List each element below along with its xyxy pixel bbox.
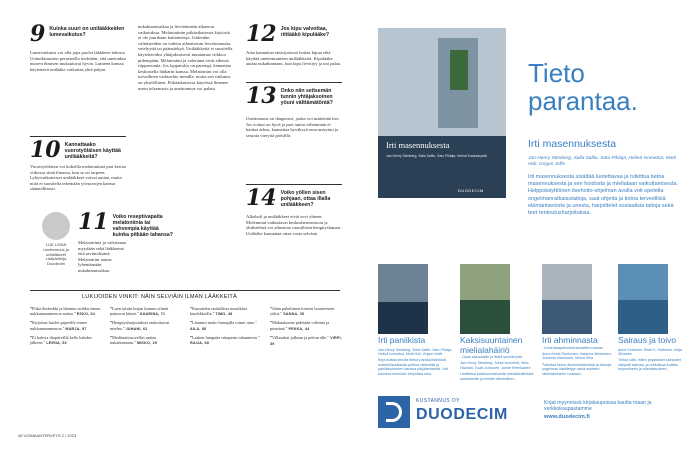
cover-title: Irti masennuksesta (386, 140, 450, 150)
quote-mark: " (270, 334, 273, 340)
quote-mark: " (30, 334, 33, 340)
tip-text: Pitkä iltalenkki ja lämmin suihku ennen nukkumaanmenoa auttaa. (30, 306, 101, 317)
book-desc: Tutkittua tietoa ahmimishäiriöstä ja keinoja ongelman käsittelyyn sekä suhteen rakentamiseen ruokaan. (542, 362, 612, 376)
cover-publisher: DUODECIM (458, 188, 484, 193)
body-column-2: nukahtamisaikaa ja lievittämään aikaeron vaikutuksia. Melatoniinin pitkäaikaisesta käytöstä ei ole juurikaan haittatietoja. Joidenkin valmisteiden on todettu aiheuttavan levottomuutta, vetelyyttä tai päänsärkyä. Unilääkkeitä ei suositella käytettäväksi yhtäjaksoisesti muutamaa viikkoa pidempään. Melatoniini ja valeriana eivät aiheuta riippuvuutta. Jos lopputulos on parempi, kannattaa keskustella lääkärin kanssa. Melatoniini voi olla turvallinen vaihtoehto monille, mutta sen vaikutus on yksilöllinen. Pitkäaikaisessa käytössä ilmenee usein toleranssia ja unettomuus voi palata. (138, 24, 233, 91)
book-thumbnail (618, 264, 668, 334)
tip-source: AILA, 80 (190, 326, 207, 331)
page-footer: 46 VOIMAANTERVEYS 2 / 2023 (18, 433, 77, 438)
tip-item: "Kirjoitan huolet paperille ennen nukkumaanmenoa." MARJA, 57 (30, 320, 87, 331)
tip-text: Hengitysharjoitukset rauhoittavat mielen. (110, 320, 170, 331)
tip-source: TIMO, 48 (215, 312, 233, 317)
answer-13: Unettomuus on diagnoosi, jonka voi määrittää itse. Jos voinut on hyvä ja pari tuntia vähemmän ei haittaa arkea, kannattaa hyväksyä oma unirytmi ja seurata vireyttä päivällä. (246, 116, 340, 138)
book-authors: Jan-Henry Stenberg, Salla Saltio, Satu Pihlaja, Helinä Isometsä, Matti Holi, Grigori Joffe (378, 347, 453, 356)
headline-2: parantaa. (528, 86, 638, 116)
tip-item: "Lämmin maito hunajalla toimii aina." AILA, 80 (190, 320, 257, 331)
book-authors: Anne Kettunen, Matti O. Huttunen, Kaija Siivanen (618, 347, 682, 356)
question-number: 14 (246, 185, 277, 211)
book-desc: Kirja auttaa sinulta tietoa paniikkihäiriöstä, mahdollisuuksista pelkoa vähentää ja paniikkioireiden kanssa pärjäämisestä. Voit tutustua keinoihin helpottaa oloa. (378, 358, 449, 376)
tip-item: "Ei kahvia iltapäivällä kello kahden jälkeen." LEENA, 53 (30, 334, 92, 346)
tip-text: Villasukat jalkaan ja peiton alle. (272, 334, 328, 340)
tip-item: "Lasken lampaita takaperin tuhannesta." RAIJA, 68 (190, 334, 260, 346)
thumb-photo (460, 264, 510, 300)
tip-source: SANNA, 35 (283, 312, 305, 317)
answer-11: Melatoniinia ja valerianaa myydään sekä lääkkeenä että ravintolisänä. Melatoniini auttaa lyhentämään nukahtamisaikaa. (78, 240, 126, 273)
book-subtitle: - Kohti tasapainoista suhdetta ruokaan (542, 345, 604, 350)
right-page (348, 0, 696, 450)
quote-mark: " (30, 320, 33, 326)
question-number: 12 (246, 21, 277, 47)
quote-mark: " (270, 320, 273, 326)
publisher-name: DUODECIM (416, 406, 508, 423)
tip-text: Lämmin maito hunajalla toimii aina. (192, 320, 255, 326)
quote-mark: " (190, 334, 193, 340)
tip-item: "Pitkä iltalenkki ja lämmin suihku ennen nukkumaanmenoa auttaa." ESKO, 64 (30, 306, 101, 317)
tip-source: VIRPI, 39 (270, 335, 342, 347)
quote-mark: " (190, 320, 193, 326)
book-thumbnail (460, 264, 510, 334)
cover-plant (450, 50, 468, 90)
tips-title: LUKIJOIDEN VINKIT: NÄIN SELVIÄIN ILMAN LÄÄKKEITÄ (82, 294, 237, 300)
tip-source: MARJA, 57 (65, 326, 87, 331)
answer-14: Alkoholi ja unilääkkeet eivät sovi yhteen. Molemmat vaikuttavat keskushermostoon ja yhdistelmä voi aiheuttaa vaarallisen hengityslaman. Unilääke kannattaa ottaa vasta selvänä. (246, 214, 342, 236)
book-thumbnail (542, 264, 592, 334)
book-title: Irti ahminnasta (542, 335, 598, 345)
cover-authors: Jan-Henry Stenberg, Salla Saltio, Satu Pihlaja, Helinä Kankaanpää (386, 154, 487, 158)
question-14 (246, 185, 342, 211)
question-title: Onko niin seitsemän tunnin yhtäjaksoinen yöuni välttämätöntä? (280, 88, 333, 106)
tip-source: LEENA, 53 (46, 341, 67, 346)
tip-source: PEKKA, 44 (288, 326, 310, 331)
tip-text: Ei kahvia iltapäivällä kello kahden jälkeen. (30, 334, 92, 346)
question-10 (30, 137, 126, 163)
question-number: 11 (78, 209, 109, 235)
question-number: 9 (30, 21, 46, 47)
read-more-label: LUE LISÄÄ Unettomuus ja unilääkkeet Lääkärikirja Duodecim (43, 242, 69, 267)
answer-10: Vuorotyöläisen voi kokeilla melatoniinia pari kertaa viikossa siinä ilmassa, kun se on tarpeen. Lyhytvaikutteiset unilääkkeet voivat auttaa, mutta niitä ei suositella tekemään yövuorojen kanssa säännöllisesti. (30, 164, 126, 192)
quote-mark: " (190, 306, 193, 311)
question-9 (30, 21, 125, 47)
book-desc: Lisätietoa kaksisuuntaisesta mielialahäiriöstä sairastaville ja heidän läheisilleen. (460, 372, 534, 381)
question-number: 13 (246, 83, 277, 109)
tip-source: JUHANI, 62 (125, 326, 148, 331)
book-title: Sairaus ja toivo (618, 335, 677, 345)
tip-text: Kirjoitan huolet paperille ennen nukkumaanmenoa. (30, 320, 87, 331)
book-card[interactable] (460, 264, 540, 381)
answer-12: Aina kannattaa ensisijaisesti hoitaa kipua eikä käyttää unettomuuteen unilääkkeitä. Kipulääke auttaa nukahtamaan, kun kipu lievittyy ja uni palaa. (246, 50, 342, 67)
tip-text: Lasken lampaita takaperin tuhannesta. (192, 334, 258, 340)
book-thumbnail (378, 264, 428, 334)
feature-title: Irti masennuksesta (528, 138, 617, 150)
book-desc: Tietoa siitä, miten psyykkiset sairaudet näkyvät arjessa, ja rohkaisua luottaa toipumiseen ja tulevaisuuteen. (618, 358, 681, 372)
quote-mark: " (270, 306, 273, 311)
tip-item: "Kuuntelen rauhallista musiikkia kuulokkeilla." TIMO, 48 (190, 306, 247, 317)
tip-item: "Villasukat jalkaan ja peiton alle." VIRPI, 39 (270, 334, 342, 347)
tip-source: MIKKO, 29 (136, 341, 158, 346)
publisher-logo-icon (378, 396, 410, 428)
headline-1: Tieto (528, 58, 585, 88)
d-letter-icon (386, 402, 402, 422)
tip-item: "Hengitysharjoitukset rauhoittavat mielen." JUHANI, 62 (110, 320, 170, 331)
tip-item: "Meditaatiosovellus auttaa nukahtamaan." MIKKO, 29 (110, 334, 158, 346)
book-card[interactable] (542, 264, 614, 376)
tip-text: Makuuhuone pidetään viileänä ja pimeänä. (270, 320, 330, 331)
tip-text: Luen tylsän kirjan kunnes silmät painuvat kiinni. (110, 306, 169, 317)
tip-source: KAARINA, 71 (139, 312, 166, 317)
tip-item: "Luen tylsän kirjan kunnes silmät painuvat kiinni." KAARINA, 71 (110, 306, 169, 317)
quote-mark: " (110, 334, 113, 340)
question-title: Kannattaako vuorotyöläisen käyttää unilääkkeitä? (64, 142, 121, 160)
question-title: Voiko yöllen sisen pohjaan, ottaa illalla unilääkkeen? (280, 190, 331, 208)
magazine-logo (42, 212, 70, 240)
book-authors: Anna Keski-Rahkonen, Katarina Meskanen, Johanna Vanhanen, Noora Siira (542, 351, 612, 361)
shop-url[interactable]: www.duodecim.fi (544, 414, 590, 420)
tip-text: Meditaatiosovellus auttaa nukahtamaan. (110, 334, 157, 346)
thumb-photo (378, 264, 428, 302)
quote-mark: " (110, 306, 113, 311)
quote-mark: " (110, 320, 113, 326)
book-card[interactable] (378, 264, 458, 376)
book-card[interactable] (618, 264, 690, 372)
feature-authors: Jan-Henry Stenberg, Salla Saltio, Satu Pihlaja, Helinä Isometsä, Matti Holi, Grigori Joffe (528, 156, 676, 167)
tips-grid (30, 306, 342, 350)
thumb-photo (618, 264, 668, 300)
answer-9: Lumevaikutus voi olla jopa puolet lääkkeen tehosta. Unitutkimusten perusteella tiedetään, että unetonkin nuoren ihmisen mukautuvat hyvin. Lumeen kanssa käytettävä unilääke vaikuttaa yhtä paljon. (30, 50, 126, 72)
book-authors: Jan-Henry Stenberg, Jukka Isometsä, Nina Haarala, Tuula Juntunen, Janne Reinikainen (460, 361, 531, 370)
question-title: Jos kipu valvottaa, riittääkö kipulääke? (280, 26, 330, 38)
book-subtitle: - Opas sairaudelle ja lisätä ymmärrystä (460, 355, 523, 359)
feature-text: Irti masennuksesta sisältää luotettavaa ja tutkittua tietoa masennuksesta ja sen hoidosta ja mielialaan vaikuttamisesta. Helppokäyttöinen itsehoito-ohjelman avulla voit opetella ongelmanratkaisutaitoja, saat ohjeita ja tietoa terveellisiä elämäntavoista ja unesta, harjoittelet sosiaalisia taitoja sekä teet rentoutusharjoituksia. (528, 174, 679, 217)
cover-photo (378, 28, 506, 136)
tip-item: "Makuuhuone pidetään viileänä ja pimeänä." PEKKA, 44 (270, 320, 330, 331)
question-number: 10 (30, 137, 61, 163)
publisher-small: KUSTANNUS OY (416, 398, 460, 404)
question-title: Kuinka suuri on unilääkkeiden lumevaikutus? (49, 26, 125, 38)
tip-text: Kuuntelen rauhallista musiikkia kuulokkeilla. (190, 306, 247, 317)
shop-text: Kirjat myynnissä kirjakaupoissa kautta maan ja verkkokaupastamme (544, 400, 652, 413)
question-title: Voiko reseptivapaita melatoniinia tai vahvempia käyttää kuinka pitkään tahansa? (112, 214, 173, 238)
question-13 (246, 83, 342, 109)
book-cover-main (378, 28, 506, 198)
tip-text: Jätän puhelimen toiseen huoneeseen yöksi. (270, 306, 335, 317)
tip-source: RAIJA, 68 (190, 341, 210, 346)
book-title: Kaksisuuntainen mielialahäiriö (460, 335, 523, 355)
read-more-block (38, 212, 74, 267)
book-title: Irti paniikista (378, 335, 426, 345)
tips-rule (30, 290, 340, 291)
tip-item: "Jätän puhelimen toiseen huoneeseen yöksi." SANNA, 35 (270, 306, 335, 317)
tip-source: ESKO, 64 (76, 312, 95, 317)
thumb-photo (542, 264, 592, 300)
question-12 (246, 21, 342, 47)
quote-mark: " (30, 306, 33, 311)
